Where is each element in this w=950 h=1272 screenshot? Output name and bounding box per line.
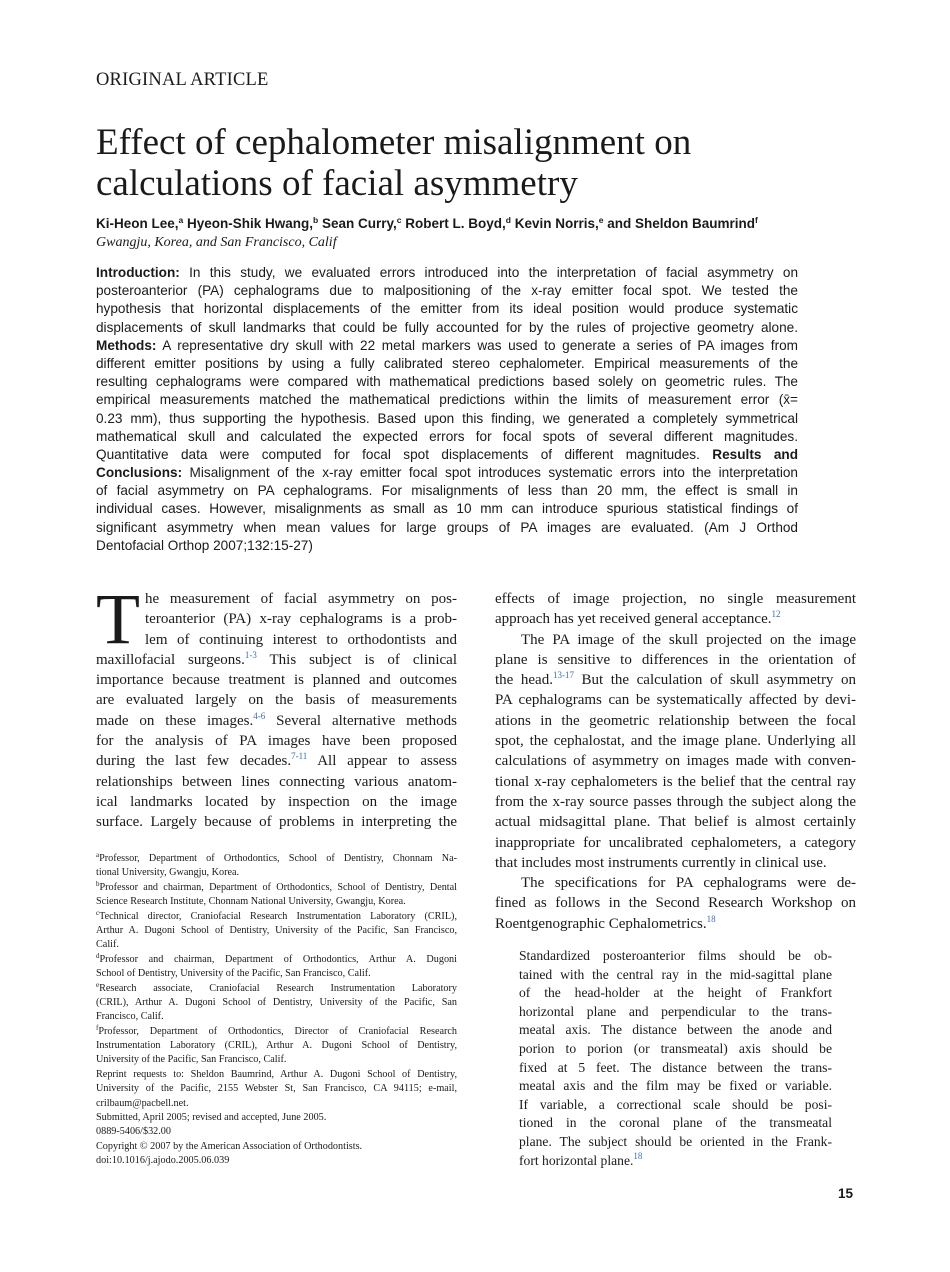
body-line: Roentgenographic Cephalometrics.$^{18}$	[495, 913, 716, 932]
quote-line: porion to porion (or transmeatal) axis should be	[519, 1040, 832, 1056]
citation-ref[interactable]: 7-11	[291, 751, 308, 762]
author-name: Robert L. Boyd,	[405, 216, 506, 231]
author-affiliation: Gwangju, Korea, and San Francisco, Calif	[96, 235, 337, 250]
body-line: lem of continuing interest to orthodontists and	[145, 631, 457, 648]
body-line: he measurement of facial asymmetry on pos-	[145, 591, 457, 607]
author-name: and Sheldon Baumrind	[607, 216, 756, 231]
footnote-line: $^d$Professor and chairman, Department of Orthodontics, Arthur A. Dugoni	[96, 951, 457, 965]
citation-ref[interactable]: 1-3	[244, 649, 257, 660]
abstract	[96, 264, 798, 555]
abstract-line: Methods: A representative dry skull with 22 metal markers was used to generate a series of PA images from	[96, 337, 798, 353]
affiliation-mark: b	[313, 215, 319, 225]
article-type-label: ORIGINAL ARTICLE	[96, 70, 269, 90]
footnote-line: University of the Pacific, San Francisco, Calif.	[96, 1054, 287, 1066]
footnote-line: tional University, Gwangju, Korea.	[96, 867, 240, 879]
body-line: actual midsagittal plane. That belief is almost certainly	[495, 814, 856, 831]
citation-ref[interactable]: 12	[771, 609, 781, 620]
citation-ref[interactable]: 13-17	[552, 670, 574, 681]
reprint-line: University of the Pacific, 2155 Webster St, San Francisco, CA 94115; e-mail,	[96, 1083, 457, 1095]
section-label: Conclusions:	[96, 465, 183, 481]
footnotes	[96, 852, 457, 1169]
quote-line: If variable, a correctional scale should be posi-	[519, 1096, 832, 1112]
citation-ref[interactable]: 18	[706, 913, 716, 924]
title-line: calculations of facial asymmetry	[96, 163, 578, 204]
section-label: Introduction:	[96, 265, 180, 280]
abstract-line: empirical measurements matched the mathematical predictions within the limits of measurement error (x̄=	[96, 392, 798, 408]
quote-line: fort horizontal plane.$^{18}$	[519, 1150, 643, 1168]
quote-line: plane. The subject should be oriented in the Frank-	[519, 1133, 832, 1149]
footnote-line: $^c$Technical director, Craniofacial Research Instrumentation Laboratory (CRIL),	[96, 908, 457, 922]
quote-line: tained with the central ray in the mid-sagittal plane	[519, 966, 832, 982]
body-line: plane is sensitive to differences in the orientation of	[495, 651, 856, 668]
affiliation-mark: d	[505, 215, 511, 225]
citation-ref[interactable]: 4-6	[253, 710, 266, 721]
abstract-line: posteroanterior (PA) cephalograms due to malpositioning of the x-ray emitter focal spot. We tested the	[96, 283, 798, 299]
abstract-line: resulting cephalograms were compared with mathematical predictions based solely on geometric rules. The	[96, 374, 798, 390]
body-line: teroanterior (PA) x-ray cephalograms is a prob-	[145, 611, 457, 628]
affiliation-mark: a	[178, 215, 184, 225]
affiliation-mark: e	[598, 215, 604, 225]
footnote-line: School of Dentistry, University of the Pacific, San Francisco, Calif.	[96, 968, 371, 980]
affiliation-mark: c	[396, 215, 402, 225]
abstract-line: significant asymmetry when mean values for large groups of PA images are evaluated. (Am J Orthod	[96, 519, 798, 535]
body-column-left	[96, 579, 457, 833]
quote-line: tioned in the coronal plane of the transmeatal	[519, 1115, 832, 1131]
copyright-line: Copyright © 2007 by the American Association of Orthodontists.	[96, 1140, 363, 1152]
abstract-line: 0.23 mm), thus supporting the hypothesis. Based upon this finding, we generated a completely symmetrical	[96, 410, 798, 426]
abstract-line: Dentofacial Orthop 2007;132:15-27)	[96, 537, 313, 553]
abstract-line: Quantitative data were computed for focal spot displacements of different magnitudes. Results and	[96, 446, 798, 462]
author-name: Ki-Heon Lee,	[96, 216, 179, 231]
body-line: calculations of asymmetry on images made with conven-	[495, 753, 856, 770]
email-link[interactable]: crilbaum@pacbell.net.	[96, 1097, 189, 1109]
abstract-line: Introduction: In this study, we evaluated errors introduced into the interpretation of facial asymmetry on	[96, 265, 798, 280]
author-name: Sean Curry,	[322, 216, 397, 231]
author-list	[96, 215, 886, 233]
title-line: Effect of cephalometer misalignment on	[96, 122, 692, 163]
quote-line: Standardized posteroanterior films should be ob-	[519, 948, 832, 963]
footnote-line: (CRIL), Arthur A. Dugoni School of Dentistry, University of the Pacific, San	[96, 996, 457, 1008]
block-quote	[519, 947, 832, 1170]
body-line: maxillofacial surgeons.$^{1-3}$ This subject is of clinical	[96, 649, 457, 668]
footnote-line: $^e$Research associate, Craniofacial Research Instrumentation Laboratory	[96, 980, 457, 994]
body-line: ical landmarks located by inspection on the image	[96, 793, 457, 810]
body-line: spot, the cephalostat, and the image plane. Underlying all	[495, 733, 856, 750]
body-line: fined as follows in the Second Research Workshop on	[495, 895, 856, 912]
body-line: effects of image projection, no single measurement	[495, 591, 856, 607]
section-label: Results and	[712, 446, 798, 462]
quote-line: fixed at 5 feet. The distance between the trans-	[519, 1059, 832, 1075]
body-line: approach has yet received general acceptance.$^{12}$	[495, 609, 781, 628]
dropcap-letter: T	[96, 579, 140, 659]
body-line: The PA image of the skull projected on the image	[521, 631, 856, 648]
quote-line: meatal axis and the film may be fixed or variable.	[519, 1078, 832, 1094]
doi-link[interactable]: doi:10.1016/j.ajodo.2005.06.039	[96, 1155, 230, 1167]
body-line: for the analysis of PA images have been proposed	[96, 733, 457, 750]
reprint-line: Reprint requests to: Sheldon Baumrind, Arthur A. Dugoni School of Dentistry,	[96, 1068, 457, 1080]
body-line: are evaluated largely on the basis of measurements	[96, 692, 457, 709]
page-number: 15	[838, 1186, 854, 1201]
footnote-line: $^f$Professor, Department of Orthodontics, Director of Craniofacial Research	[96, 1023, 457, 1037]
body-line: from the x-ray source passes through the subject along the	[495, 793, 856, 810]
body-line: that includes most instruments currently in clinical use.	[495, 854, 827, 871]
footnote-line: Instrumentation Laboratory (CRIL), Arthur A. Dugoni School of Dentistry,	[96, 1040, 457, 1052]
footnote-line: Science Research Institute, Chonnam National University, Gwangju, Korea.	[96, 896, 406, 908]
issn-price: 0889-5406/$32.00	[96, 1126, 171, 1138]
body-line: relationships between lines connecting various anatom-	[96, 773, 457, 790]
body-column-right	[495, 589, 856, 934]
body-line: tional x-ray cephalometers is the belief that the central ray	[495, 773, 856, 790]
abstract-line: hypothesis that horizontal displacements of the emitter from its ideal position would produce systematic	[96, 301, 798, 317]
footnote-line: Francisco, Calif.	[96, 1011, 164, 1023]
body-line: inappropriate for uncalibrated cephalometers, a category	[495, 834, 856, 851]
body-line: importance because treatment is planned and outcomes	[96, 672, 457, 689]
citation-ref[interactable]: 18	[633, 1150, 643, 1161]
affiliation-mark: f	[755, 215, 758, 225]
body-line: during the last few decades.$^{7-11}$ All appear to assess	[96, 751, 457, 770]
abstract-line: displacements of skull landmarks that could be fully accounted for by the rules of projective geometry alone.	[96, 319, 798, 335]
abstract-line: individual cases. However, misalignments as small as 10 mm can introduce spurious statistical findings of	[96, 501, 798, 517]
quote-line: meatal axis. The distance between the anode and	[519, 1022, 832, 1038]
body-line: the head.$^{13-17}$ But the calculation of skull asymmetry on	[495, 670, 856, 689]
body-line: ations in the geometric relationship between the focal	[495, 712, 856, 729]
section-label: Methods:	[96, 337, 157, 353]
body-line: The specifications for PA cephalograms were de-	[521, 875, 856, 892]
abstract-line: mathematical skull and calculated the expected errors for focal spots of several different magnitudes.	[96, 428, 798, 444]
submission-dates: Submitted, April 2005; revised and accepted, June 2005.	[96, 1112, 327, 1124]
body-line: surface. Largely because of problems in interpreting the	[96, 814, 457, 831]
body-line: made on these images.$^{4-6}$ Several alternative methods	[96, 710, 457, 729]
abstract-line: of facial asymmetry on PA cephalograms. For misalignments of less than 20 mm, the effect is small in	[96, 483, 798, 499]
body-line: PA cephalograms can be systematically affected by devi-	[495, 692, 856, 709]
footnote-line: $^a$Professor, Department of Orthodontics, School of Dentistry, Chonnam Na-	[96, 851, 457, 864]
author-name: Hyeon-Shik Hwang,	[187, 216, 314, 231]
footnote-line: $^b$Professor and chairman, Department of Orthodontics, School of Dentistry, Dental	[96, 879, 457, 893]
abstract-line: Conclusions: Misalignment of the x-ray emitter focal spot introduces systematic errors into the interpretation	[96, 465, 798, 481]
quote-line: horizontal plane and perpendicular to the trans-	[519, 1003, 832, 1019]
article-title	[96, 122, 856, 204]
abstract-line: different emitter positions by using a fully calibrated stereo cephalometer. Empirical measurements of the	[96, 355, 798, 371]
footnote-line: Arthur A. Dugoni School of Dentistry, University of the Pacific, San Francisco,	[96, 924, 457, 936]
quote-line: of the head-holder at the height of Frankfort	[519, 985, 832, 1001]
footnote-line: Calif.	[96, 939, 119, 951]
author-name: Kevin Norris,	[514, 216, 599, 231]
